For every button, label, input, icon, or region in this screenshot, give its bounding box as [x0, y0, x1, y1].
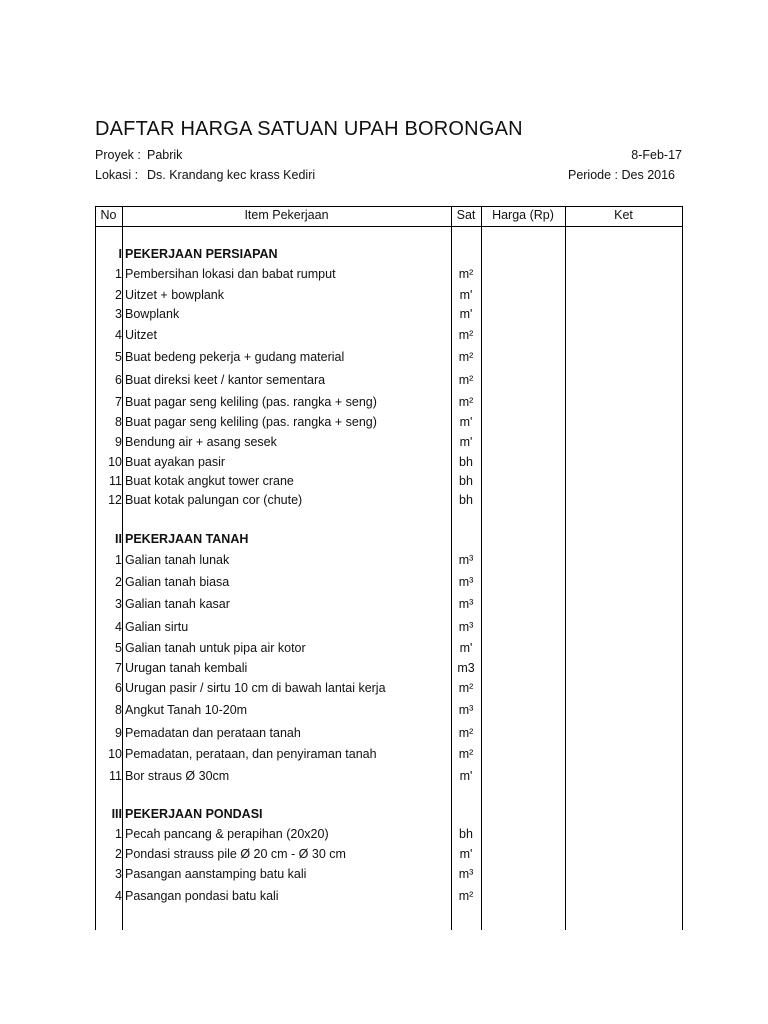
row-item: Angkut Tanah 10-20m — [125, 703, 248, 717]
row-item: Pecah pancang & perapihan (20x20) — [125, 827, 329, 841]
row-number: 7 — [115, 395, 122, 409]
row-item: Pembersihan lokasi dan babat rumput — [125, 267, 336, 281]
row-item: Buat ayakan pasir — [125, 455, 226, 469]
row-number: 4 — [115, 889, 122, 903]
header-item: Item Pekerjaan — [244, 208, 329, 222]
row-unit: m² — [458, 267, 474, 281]
section-title: PEKERJAAN PERSIAPAN — [125, 247, 278, 261]
header-sat: Sat — [456, 208, 476, 222]
row-number: 9 — [115, 435, 122, 449]
row-item: Buat kotak palungan cor (chute) — [125, 493, 303, 507]
row-item: Buat pagar seng keliling (pas. rangka + seng) — [125, 395, 377, 409]
row-unit: m² — [458, 328, 474, 342]
row-item: Pasangan aanstamping batu kali — [125, 867, 307, 881]
row-item: Bowplank — [125, 307, 180, 321]
row-number: 1 — [115, 827, 122, 841]
row-number: 6 — [115, 373, 122, 387]
row-number: 8 — [115, 415, 122, 429]
row-unit: m² — [458, 726, 474, 740]
section-title: PEKERJAAN TANAH — [125, 532, 249, 546]
row-unit: bh — [459, 455, 473, 469]
row-number: 2 — [115, 288, 122, 302]
row-unit: m³ — [458, 867, 474, 881]
row-number: 3 — [115, 307, 122, 321]
row-unit: m' — [459, 288, 473, 302]
row-item: Buat pagar seng keliling (pas. rangka + seng) — [125, 415, 377, 429]
row-unit: m' — [459, 641, 473, 655]
row-unit: m³ — [458, 620, 474, 634]
row-number: 10 — [108, 455, 122, 469]
header-ket: Ket — [614, 208, 633, 222]
row-number: 6 — [115, 681, 122, 695]
row-item: Uitzet + bowplank — [125, 288, 225, 302]
row-unit: m² — [458, 889, 474, 903]
row-unit: m' — [459, 307, 473, 321]
row-number: 8 — [115, 703, 122, 717]
periode: Periode : Des 2016 — [567, 168, 675, 182]
row-unit: m' — [459, 415, 473, 429]
row-unit: bh — [459, 827, 473, 841]
proyek-label: Proyek : — [95, 148, 141, 162]
proyek-value: Pabrik — [147, 148, 183, 162]
row-item: Bor straus Ø 30cm — [125, 769, 230, 783]
row-number: 1 — [115, 553, 122, 567]
row-number: 3 — [115, 597, 122, 611]
row-item: Buat direksi keet / kantor sementara — [125, 373, 326, 387]
row-unit: m³ — [458, 553, 474, 567]
row-item: Urugan tanah kembali — [125, 661, 248, 675]
header-harga: Harga (Rp) — [492, 208, 554, 222]
row-item: Urugan pasir / sirtu 10 cm di bawah lantai kerja — [125, 681, 386, 695]
row-unit: m' — [459, 847, 473, 861]
row-item: Galian tanah kasar — [125, 597, 230, 611]
row-unit: m² — [458, 395, 474, 409]
row-unit: bh — [459, 493, 473, 507]
table-border-right — [682, 206, 683, 930]
row-item: Pasangan pondasi batu kali — [125, 889, 279, 903]
row-unit: m³ — [458, 575, 474, 589]
row-item: Bendung air + asang sesek — [125, 435, 277, 449]
row-unit: bh — [459, 474, 473, 488]
lokasi-value: Ds. Krandang kec krass Kediri — [147, 168, 316, 182]
row-unit: m' — [459, 435, 473, 449]
price-table — [95, 206, 683, 930]
row-unit: m² — [458, 350, 474, 364]
row-item: Galian tanah lunak — [125, 553, 230, 567]
row-number: 2 — [115, 575, 122, 589]
row-unit: m³ — [458, 597, 474, 611]
row-number: 9 — [115, 726, 122, 740]
row-number: 4 — [115, 328, 122, 342]
row-item: Galian tanah untuk pipa air kotor — [125, 641, 306, 655]
row-number: 10 — [108, 747, 122, 761]
page-title: DAFTAR HARGA SATUAN UPAH BORONGAN — [95, 118, 523, 140]
row-number: 12 — [108, 493, 122, 507]
section-number: II — [115, 532, 122, 546]
row-item: Pemadatan dan perataan tanah — [125, 726, 301, 740]
row-number: 3 — [115, 867, 122, 881]
section-number: III — [111, 807, 122, 821]
row-number: 4 — [115, 620, 122, 634]
row-unit: m3 — [457, 661, 475, 675]
row-item: Uitzet — [125, 328, 157, 342]
row-item: Buat kotak angkut tower crane — [125, 474, 294, 488]
row-unit: m² — [458, 373, 474, 387]
row-item: Galian sirtu — [125, 620, 189, 634]
table-border-top — [95, 206, 683, 207]
row-number: 11 — [109, 474, 122, 488]
row-number: 5 — [115, 641, 122, 655]
header-no: No — [100, 208, 117, 222]
column-divider — [122, 206, 123, 930]
lokasi-label: Lokasi : — [95, 168, 139, 182]
document-date: 8-Feb-17 — [631, 148, 682, 162]
row-unit: m² — [458, 747, 474, 761]
row-item: Pondasi strauss pile Ø 20 cm - Ø 30 cm — [125, 847, 346, 861]
column-divider — [481, 206, 482, 930]
row-number: 11 — [109, 769, 122, 783]
row-number: 7 — [115, 661, 122, 675]
row-unit: m³ — [458, 703, 474, 717]
row-number: 1 — [115, 267, 122, 281]
section-title: PEKERJAAN PONDASI — [125, 807, 263, 821]
column-divider — [565, 206, 566, 930]
row-item: Galian tanah biasa — [125, 575, 230, 589]
row-number: 2 — [115, 847, 122, 861]
section-number: I — [118, 247, 122, 261]
header-divider — [95, 226, 683, 227]
row-unit: m' — [459, 769, 473, 783]
row-item: Buat bedeng pekerja + gudang material — [125, 350, 345, 364]
row-unit: m² — [458, 681, 474, 695]
row-number: 5 — [115, 350, 122, 364]
row-item: Pemadatan, perataan, dan penyiraman tanah — [125, 747, 377, 761]
